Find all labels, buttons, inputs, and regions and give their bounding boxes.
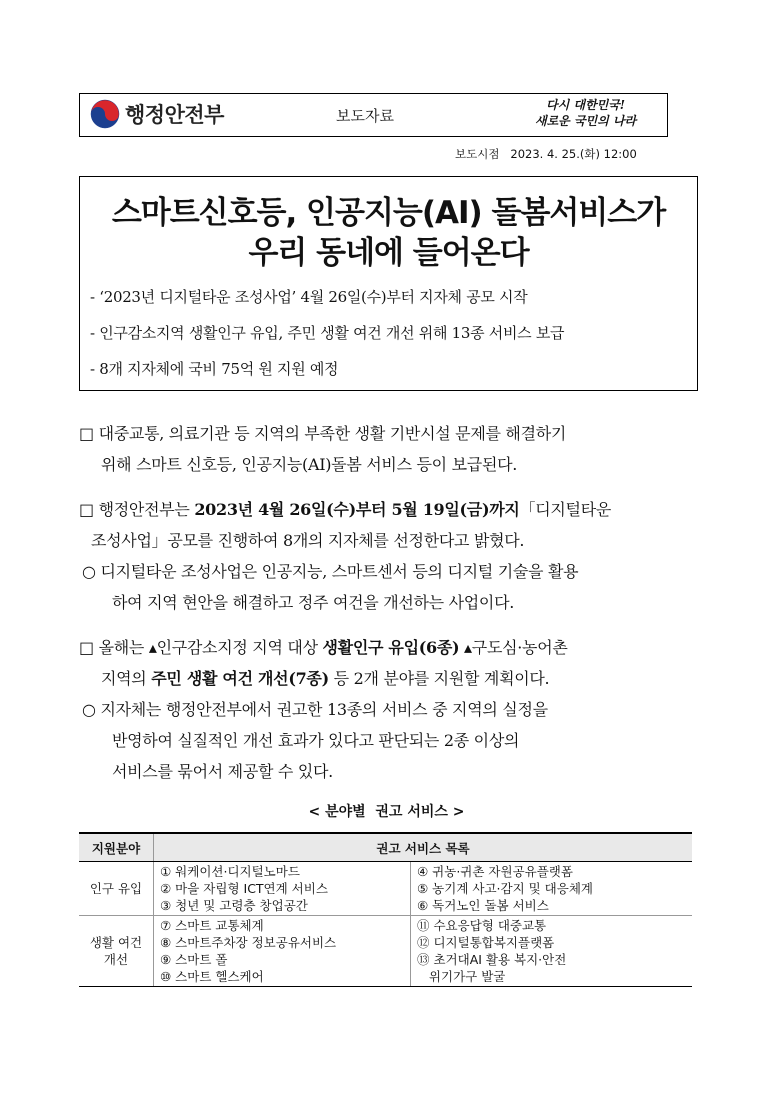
paragraph-3-line-2: 하여 지역 현안을 해결하고 정주 여건을 개선하는 사업이다. (112, 593, 515, 612)
paragraph-1 (79, 418, 566, 480)
paragraph-5-line-1: ○ 지자체는 행정안전부에서 권고한 13종의 서비스 중 지역의 실정을 (82, 700, 548, 719)
paragraph-4-line-1 (79, 632, 568, 663)
category-line-2: 개선 (103, 952, 129, 967)
title-box (79, 176, 698, 391)
paragraph-5-line-2: 반영하여 실질적인 개선 효과가 있다고 판단되는 2종 이상의 (112, 731, 520, 750)
service-item: ⑧ 스마트주차장 정보공유서비스 (160, 935, 337, 950)
subheadline-3: - 8개 지자체에 국비 75억 원 지원 예정 (90, 360, 339, 378)
p4-d: 지역의 (101, 669, 152, 688)
services-right (411, 916, 693, 987)
slogan-line-2: 새로운 국민의 나라 (535, 114, 637, 128)
service-table (79, 832, 692, 987)
service-item: ⑩ 스마트 헬스케어 (160, 969, 264, 984)
table-title: < 분야별 권고 서비스 > (308, 804, 465, 820)
service-item: ⑨ 스마트 폴 (160, 952, 228, 967)
service-item: ⑥ 독거노인 돌봄 서비스 (417, 898, 549, 913)
paragraph-4 (79, 632, 568, 694)
paragraph-4-line-2 (79, 663, 568, 694)
p4-f: 등 2개 분야를 지원할 계획이다. (328, 669, 550, 688)
service-item: ⑬ 초거대AI 활용 복지·안전 (417, 952, 567, 967)
paragraph-1-line-1: □ 대중교통, 의료기관 등 지역의 부족한 생활 기반시설 문제를 해결하기 (79, 424, 567, 443)
p2-pre: □ 행정안전부는 (79, 500, 195, 519)
subheadline-1: - ‘2023년 디지털타운 조성사업’ 4월 26일(수)부터 지자체 공모 시작 (90, 288, 528, 306)
service-item: ⑫ 디지털통합복지플랫폼 (417, 935, 555, 950)
category-cell: 인구 유입 (79, 862, 154, 916)
paragraph-1-line-2: 위해 스마트 신호등, 인공지능(AI)돌봄 서비스 등이 보급된다. (101, 455, 518, 474)
p2-post: 「디지털타운 (519, 500, 612, 519)
p2-period: 2023년 4월 26일(수)부터 5월 19일(금)까지 (194, 500, 520, 519)
slogan (535, 97, 636, 129)
paragraph-2 (79, 494, 611, 556)
doc-type: 보도자료 (336, 107, 394, 125)
service-item: ⑪ 수요응답형 대중교통 (417, 918, 547, 933)
header-services: 권고 서비스 목록 (154, 833, 693, 862)
ministry-name: 행정안전부 (125, 103, 224, 127)
p4-e: 주민 생활 여건 개선(7종) (151, 669, 329, 688)
taegeuk-icon (90, 99, 120, 129)
service-item: ④ 귀농·귀촌 자원공유플랫폼 (417, 864, 573, 879)
header-box (79, 93, 668, 137)
headline-line-1: 스마트신호등, 인공지능(AI) 돌봄서비스가 (111, 195, 666, 231)
table-header-row (79, 833, 692, 862)
service-item: ⑤ 농기계 사고·감지 및 대응체계 (417, 881, 593, 896)
category-line-1: 생활 여건 (89, 935, 143, 950)
service-item: ① 워케이션·디지털노마드 (160, 864, 300, 879)
p4-b: 생활인구 유입(6종) (322, 638, 460, 657)
paragraph-3-line-1: ○ 디지털타운 조성사업은 인공지능, 스마트센서 등의 디지털 기술을 활용 (82, 562, 579, 581)
p4-a: □ 올해는 ▴인구감소지정 지역 대상 (79, 638, 323, 657)
headline-line-2: 우리 동네에 들어온다 (248, 235, 529, 271)
paragraph-2-line-1 (79, 494, 611, 525)
services-left (154, 916, 411, 987)
slogan-line-1: 다시 대한민국! (546, 98, 626, 112)
paragraph-5-line-3: 서비스를 묶어서 제공할 수 있다. (112, 762, 333, 781)
ministry-logo (90, 99, 224, 129)
category-cell (79, 916, 154, 987)
table-row (79, 862, 692, 916)
service-item: ② 마을 자립형 ICT연계 서비스 (160, 881, 328, 896)
services-left (154, 862, 411, 916)
table-row (79, 916, 692, 987)
services-right (411, 862, 693, 916)
p4-c: ▴구도심·농어촌 (459, 638, 568, 657)
paragraph-5 (82, 694, 548, 787)
service-item: 위기가구 발굴 (417, 969, 506, 984)
embargo-time: 보도시점 2023. 4. 25.(화) 12:00 (455, 147, 637, 161)
header-category: 지원분야 (79, 833, 154, 862)
paragraph-3 (82, 556, 578, 618)
service-item: ③ 청년 및 고령층 창업공간 (160, 898, 308, 913)
service-item: ⑦ 스마트 교통체계 (160, 918, 264, 933)
paragraph-2-line-2: 조성사업」공모를 진행하여 8개의 지자체를 선정한다고 밝혔다. (91, 531, 525, 550)
subheadline-2: - 인구감소지역 생활인구 유입, 주민 생활 여건 개선 위해 13종 서비스 보급 (90, 324, 565, 342)
